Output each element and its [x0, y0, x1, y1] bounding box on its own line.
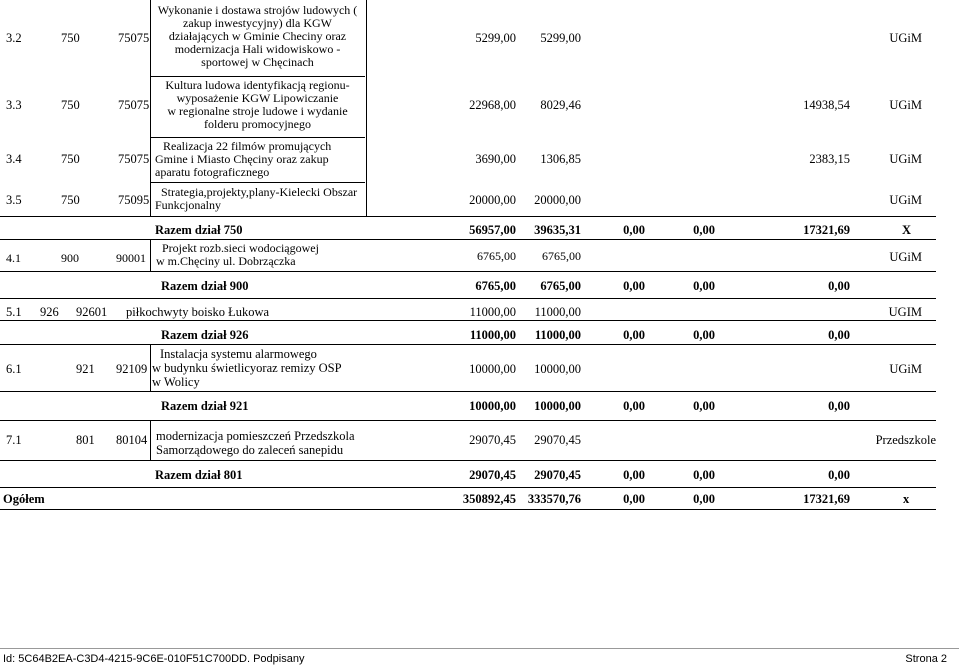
sum-label: Razem dział 921 — [161, 399, 249, 413]
row-ogolem: 22968,00 — [469, 98, 516, 112]
row-dzial: 750 — [61, 152, 80, 166]
row-lp: 3.5 — [6, 193, 22, 207]
row-dzial: 921 — [76, 362, 95, 376]
row-rozdzial: 80104 — [116, 433, 148, 447]
section-divider — [0, 298, 936, 299]
row-lp: 3.4 — [6, 152, 22, 166]
row-divider — [150, 76, 365, 77]
total-flag: x — [903, 492, 910, 506]
total-value: 333570,76 — [527, 492, 581, 506]
row-description: Wykonanie i dostawa strojów ludowych ( zakup inwestycyjny) dla KGW działających w Gminie Checiny oraz modernizacja Hali widowiskowo - sportowej w Chęcinach — [157, 3, 358, 69]
row-ogolem: 20000,00 — [469, 193, 516, 207]
row-value-a: 20000,00 — [534, 193, 581, 207]
section-divider — [0, 460, 936, 461]
total-value: 0,00 — [623, 492, 645, 506]
row-value-b: 2383,15 — [809, 152, 850, 166]
row-lp: 3.2 — [6, 31, 22, 45]
row-ogolem: 6765,00 — [477, 249, 516, 263]
sum-value: 0,00 — [828, 399, 850, 413]
sum-value: 11000,00 — [534, 328, 581, 342]
footer-document-id: Id: 5C64B2EA-C3D4-4215-9C6E-010F51C700DD. Podpisany — [3, 653, 305, 665]
sum-value: 0,00 — [828, 328, 850, 342]
sum-label: Razem dział 926 — [161, 328, 249, 342]
sum-ogolem: 56957,00 — [469, 223, 516, 237]
sum-label: Razem dział 801 — [155, 468, 243, 482]
footer-rule — [0, 648, 959, 649]
row-rozdzial: 75075 — [118, 31, 150, 45]
section-divider — [0, 344, 936, 345]
sum-value: 0,00 — [623, 468, 645, 482]
row-lp: 4.1 — [6, 251, 21, 265]
sum-label: Razem dział 750 — [155, 223, 243, 237]
sum-value: 0,00 — [693, 399, 715, 413]
table-bottom-border — [0, 509, 936, 510]
row-description: piłkochwyty boisko Łukowa — [126, 305, 270, 319]
sum-value: 0,00 — [828, 468, 850, 482]
row-unit: UGiM — [889, 31, 922, 45]
sum-value: 6765,00 — [540, 279, 581, 293]
section-divider — [0, 216, 936, 217]
row-dzial: 926 — [40, 305, 59, 319]
row-ogolem: 11000,00 — [469, 305, 516, 319]
row-ogolem: 3690,00 — [475, 152, 516, 166]
total-label: Ogółem — [3, 492, 45, 506]
row-unit: UGiM — [889, 152, 922, 166]
row-dzial: 750 — [61, 31, 80, 45]
sum-value: 39635,31 — [534, 223, 581, 237]
column-border — [150, 344, 151, 391]
sum-value: 0,00 — [623, 223, 645, 237]
row-dzial: 750 — [61, 98, 80, 112]
row-divider — [150, 137, 365, 138]
row-ogolem: 10000,00 — [469, 362, 516, 376]
section-divider — [0, 271, 936, 272]
sum-value: 0,00 — [693, 468, 715, 482]
column-border — [150, 239, 151, 271]
row-unit: UGiM — [889, 362, 922, 376]
sum-value: 17321,69 — [803, 223, 850, 237]
sum-value: 0,00 — [623, 399, 645, 413]
section-divider — [0, 487, 936, 488]
row-ogolem: 5299,00 — [475, 31, 516, 45]
row-rozdzial: 75095 — [118, 193, 150, 207]
total-value: 17321,69 — [803, 492, 850, 506]
sum-value: 0,00 — [693, 279, 715, 293]
column-border — [366, 0, 367, 216]
row-description: Kultura ludowa identyfikacją regionu- wyposażenie KGW Lipowiczanie w regionalne stroje ludowe i wydanie folderu promocyjnego — [165, 78, 350, 131]
row-lp: 3.3 — [6, 98, 22, 112]
column-border — [150, 420, 151, 460]
section-divider — [0, 239, 936, 240]
row-rozdzial: 92109 — [116, 362, 148, 376]
row-value-a: 6765,00 — [542, 249, 581, 263]
sum-ogolem: 11000,00 — [469, 328, 516, 342]
sum-value: 29070,45 — [534, 468, 581, 482]
row-value-a: 1306,85 — [540, 152, 581, 166]
row-value-b: 14938,54 — [803, 98, 850, 112]
row-dzial: 801 — [76, 433, 95, 447]
row-description: Projekt rozb.sieci wodociągowej w m.Chęciny ul. Dobrzączka — [156, 241, 319, 268]
row-value-a: 5299,00 — [540, 31, 581, 45]
row-description: Instalacja systemu alarmowego w budynku świetlicyoraz remizy OSP w Wolicy — [152, 347, 342, 389]
column-border — [150, 0, 151, 216]
total-ogolem: 350892,45 — [462, 492, 516, 506]
row-ogolem: 29070,45 — [469, 433, 516, 447]
sum-value: 0,00 — [828, 279, 850, 293]
footer-page-number: Strona 2 — [905, 653, 947, 665]
row-divider — [150, 182, 365, 183]
row-rozdzial: 90001 — [116, 251, 146, 265]
row-lp: 7.1 — [6, 433, 22, 447]
sum-value: 10000,00 — [534, 399, 581, 413]
section-divider — [0, 320, 936, 321]
sum-value: 0,00 — [693, 223, 715, 237]
sum-value: 0,00 — [693, 328, 715, 342]
row-value-a: 8029,46 — [540, 98, 581, 112]
row-unit: UGiM — [889, 98, 922, 112]
row-dzial: 900 — [61, 251, 79, 265]
row-lp: 5.1 — [6, 305, 22, 319]
row-description: Strategia,projekty,plany-Kielecki Obszar Funkcjonalny — [155, 185, 358, 212]
sum-value: 0,00 — [623, 279, 645, 293]
row-unit: UGIM — [888, 305, 922, 319]
row-rozdzial: 75075 — [118, 152, 150, 166]
section-divider — [0, 391, 936, 392]
row-dzial: 750 — [61, 193, 80, 207]
row-value-a: 11000,00 — [534, 305, 581, 319]
sum-ogolem: 6765,00 — [475, 279, 516, 293]
sum-ogolem: 29070,45 — [469, 468, 516, 482]
section-divider — [0, 420, 936, 421]
sum-value: 0,00 — [623, 328, 645, 342]
total-value: 0,00 — [693, 492, 715, 506]
row-rozdzial: 75075 — [118, 98, 150, 112]
row-description: modernizacja pomieszczeń Przedszkola Samorządowego do zaleceń sanepidu — [156, 429, 355, 457]
row-unit: UGiM — [889, 250, 922, 264]
row-rozdzial: 92601 — [76, 305, 108, 319]
row-unit: UGiM — [889, 193, 922, 207]
sum-label: Razem dział 900 — [161, 279, 249, 293]
row-unit: Przedszkole — [875, 433, 936, 447]
sum-ogolem: 10000,00 — [469, 399, 516, 413]
row-lp: 6.1 — [6, 362, 22, 376]
row-value-a: 29070,45 — [534, 433, 581, 447]
sum-flag: X — [902, 223, 912, 237]
row-value-a: 10000,00 — [534, 362, 581, 376]
row-description: Realizacja 22 filmów promujących Gmine i Miasto Chęciny oraz zakup aparatu fotograficznego — [155, 139, 332, 179]
